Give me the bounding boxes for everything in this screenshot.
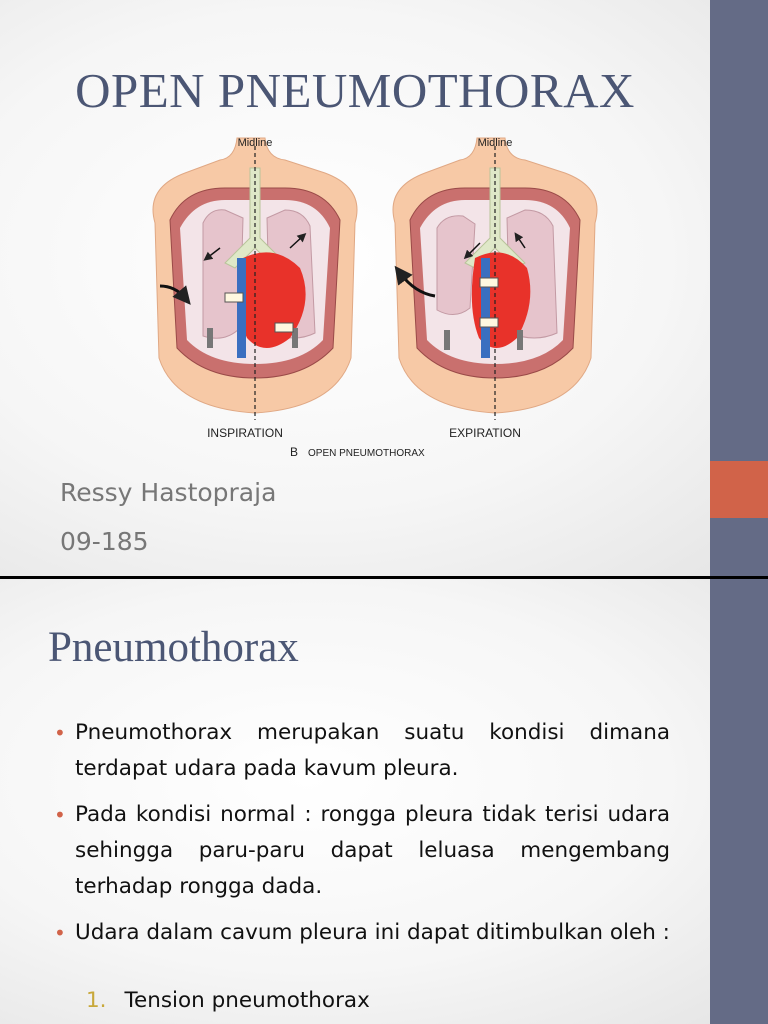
expiration-label: EXPIRATION [449, 426, 521, 440]
bullet-item [54, 915, 670, 951]
student-id: 09-185 [60, 527, 149, 556]
midline-label-right: Midline [477, 137, 513, 149]
author-name: Ressy Hastopraja [60, 478, 277, 507]
midline-label-left: Midline [237, 137, 273, 149]
inspiration-label: INSPIRATION [207, 426, 283, 440]
bullet-text: Pneumothorax merupakan suatu kondisi dimana terdapat udara pada kavum pleura. [75, 720, 670, 781]
item-text: Tension pneumothorax [124, 988, 370, 1013]
item-number: 1. [86, 988, 107, 1013]
sidebar-band [710, 579, 768, 1024]
content-slide [0, 579, 768, 1024]
bullet-dot: • [54, 803, 66, 827]
accent-block [710, 461, 768, 518]
numbered-item [86, 988, 370, 1013]
bullet-text: Udara dalam cavum pleura ini dapat ditimbulkan oleh : [75, 920, 670, 945]
bullet-item [54, 715, 670, 787]
bullet-dot: • [54, 721, 66, 745]
vein-right [481, 258, 490, 358]
bullet-list [54, 715, 670, 961]
bullet-text: Pada kondisi normal : rongga pleura tidak terisi udara sehingga paru-paru dapat leluasa mengembang terhadap rongga dada. [75, 802, 670, 899]
pneumothorax-illustration [125, 128, 615, 468]
inspiration-panel [153, 138, 357, 420]
bullet-dot: • [54, 921, 66, 945]
caption-letter: B [290, 445, 299, 459]
slide-title: Pneumothorax [48, 624, 299, 671]
bullet-item [54, 797, 670, 905]
caption-text: OPEN PNEUMOTHORAX [308, 448, 425, 459]
expiration-panel [393, 138, 597, 420]
slide-title: OPEN PNEUMOTHORAX [75, 63, 635, 118]
vein-left [237, 258, 246, 358]
